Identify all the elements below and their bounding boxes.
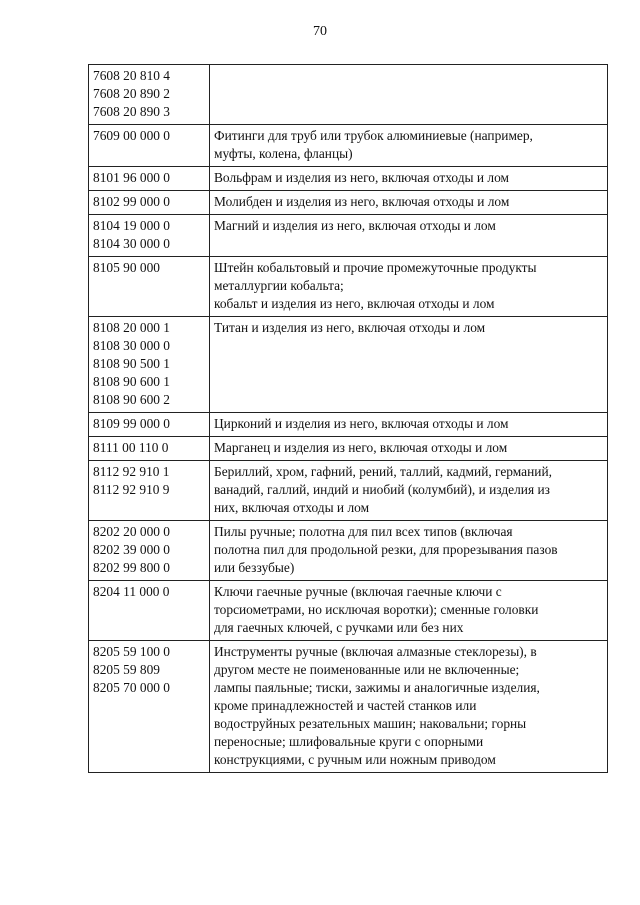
commodity-code: 8104 30 000 0: [93, 236, 170, 251]
commodity-code: 7608 20 890 2: [93, 86, 170, 101]
commodity-code: 8112 92 910 9: [93, 482, 170, 497]
commodity-code: 8108 90 600 1: [93, 374, 170, 389]
description-line: другом месте не поименованные или не включенные;: [214, 662, 520, 677]
commodity-code: 8108 30 000 0: [93, 338, 170, 353]
description-line: ванадий, галлий, индий и ниобий (колумбий), и изделия из: [214, 482, 550, 497]
description-line: кобальт и изделия из него, включая отходы и лом: [214, 296, 495, 311]
description-cell: [210, 191, 608, 215]
table-row: [89, 521, 608, 581]
commodity-code: 8105 90 000: [93, 260, 160, 275]
commodity-code: 8202 99 800 0: [93, 560, 170, 575]
description-cell: [210, 413, 608, 437]
description-cell: [210, 257, 608, 317]
description-cell: [210, 125, 608, 167]
goods-table: [88, 64, 608, 773]
description-line: муфты, колена, фланцы): [214, 146, 353, 161]
commodity-code: 8111 00 110 0: [93, 440, 169, 455]
code-cell: [89, 521, 210, 581]
table-row: [89, 317, 608, 413]
code-cell: [89, 167, 210, 191]
commodity-code: 8109 99 000 0: [93, 416, 170, 431]
goods-table-body: [89, 65, 608, 773]
description-line: лампы паяльные; тиски, зажимы и аналогичные изделия,: [214, 680, 540, 695]
commodity-code: 8108 90 500 1: [93, 356, 170, 371]
description-line: Молибден и изделия из него, включая отходы и лом: [214, 194, 510, 209]
description-line: для гаечных ключей, с ручками или без них: [214, 620, 464, 635]
description-cell: [210, 581, 608, 641]
commodity-code: 8112 92 910 1: [93, 464, 170, 479]
description-cell: [210, 317, 608, 413]
code-cell: [89, 317, 210, 413]
commodity-code: 8202 39 000 0: [93, 542, 170, 557]
commodity-code: 8108 90 600 2: [93, 392, 170, 407]
description-cell: [210, 521, 608, 581]
description-line: них, включая отходы и лом: [214, 500, 370, 515]
description-line: Титан и изделия из него, включая отходы и лом: [214, 320, 486, 335]
code-cell: [89, 641, 210, 773]
description-cell: [210, 215, 608, 257]
table-row: [89, 215, 608, 257]
commodity-code: 8108 20 000 1: [93, 320, 170, 335]
code-cell: [89, 125, 210, 167]
commodity-code: 7608 20 810 4: [93, 68, 170, 83]
table-row: [89, 641, 608, 773]
table-row: [89, 191, 608, 215]
commodity-code: 8202 20 000 0: [93, 524, 170, 539]
description-line: полотна пил для продольной резки, для прорезывания пазов: [214, 542, 558, 557]
table-row: [89, 65, 608, 125]
description-cell: [210, 167, 608, 191]
description-cell: [210, 437, 608, 461]
commodity-code: 7608 20 890 3: [93, 104, 170, 119]
description-line: Фитинги для труб или трубок алюминиевые (например,: [214, 128, 533, 143]
description-line: Цирконий и изделия из него, включая отходы и лом: [214, 416, 509, 431]
table-row: [89, 437, 608, 461]
code-cell: [89, 581, 210, 641]
description-line: конструкциями, с ручным или ножным приводом: [214, 752, 496, 767]
description-line: Инструменты ручные (включая алмазные стеклорезы), в: [214, 644, 537, 659]
description-line: водоструйных резательных машин; наковальни; горны: [214, 716, 527, 731]
description-cell: [210, 461, 608, 521]
description-cell: [210, 641, 608, 773]
code-cell: [89, 461, 210, 521]
commodity-code: 8205 59 100 0: [93, 644, 170, 659]
commodity-code: 7609 00 000 0: [93, 128, 170, 143]
table-row: [89, 413, 608, 437]
table-row: [89, 257, 608, 317]
commodity-code: 8205 59 809: [93, 662, 160, 677]
description-line: Штейн кобальтовый и прочие промежуточные продукты: [214, 260, 537, 275]
description-line: Бериллий, хром, гафний, рений, таллий, кадмий, германий,: [214, 464, 552, 479]
description-line: Марганец и изделия из него, включая отходы и лом: [214, 440, 508, 455]
code-cell: [89, 413, 210, 437]
table-row: [89, 167, 608, 191]
page-number: 70: [313, 24, 327, 39]
description-line: переносные; шлифовальные круги с опорными: [214, 734, 484, 749]
table-row: [89, 581, 608, 641]
table-row: [89, 461, 608, 521]
code-cell: [89, 65, 210, 125]
code-cell: [89, 191, 210, 215]
description-line: торсиометрами, но исключая воротки); сменные головки: [214, 602, 539, 617]
code-cell: [89, 437, 210, 461]
commodity-code: 8102 99 000 0: [93, 194, 170, 209]
description-cell: [210, 65, 608, 125]
description-line: Магний и изделия из него, включая отходы и лом: [214, 218, 496, 233]
description-line: Ключи гаечные ручные (включая гаечные ключи с: [214, 584, 502, 599]
table-row: [89, 125, 608, 167]
code-cell: [89, 257, 210, 317]
description-line: кроме принадлежностей и частей станков или: [214, 698, 477, 713]
commodity-code: 8204 11 000 0: [93, 584, 170, 599]
description-line: Вольфрам и изделия из него, включая отходы и лом: [214, 170, 509, 185]
commodity-code: 8205 70 000 0: [93, 680, 170, 695]
commodity-code: 8101 96 000 0: [93, 170, 170, 185]
code-cell: [89, 215, 210, 257]
description-line: металлургии кобальта;: [214, 278, 344, 293]
description-line: или беззубые): [214, 560, 295, 575]
description-line: Пилы ручные; полотна для пил всех типов (включая: [214, 524, 513, 539]
commodity-code: 8104 19 000 0: [93, 218, 170, 233]
